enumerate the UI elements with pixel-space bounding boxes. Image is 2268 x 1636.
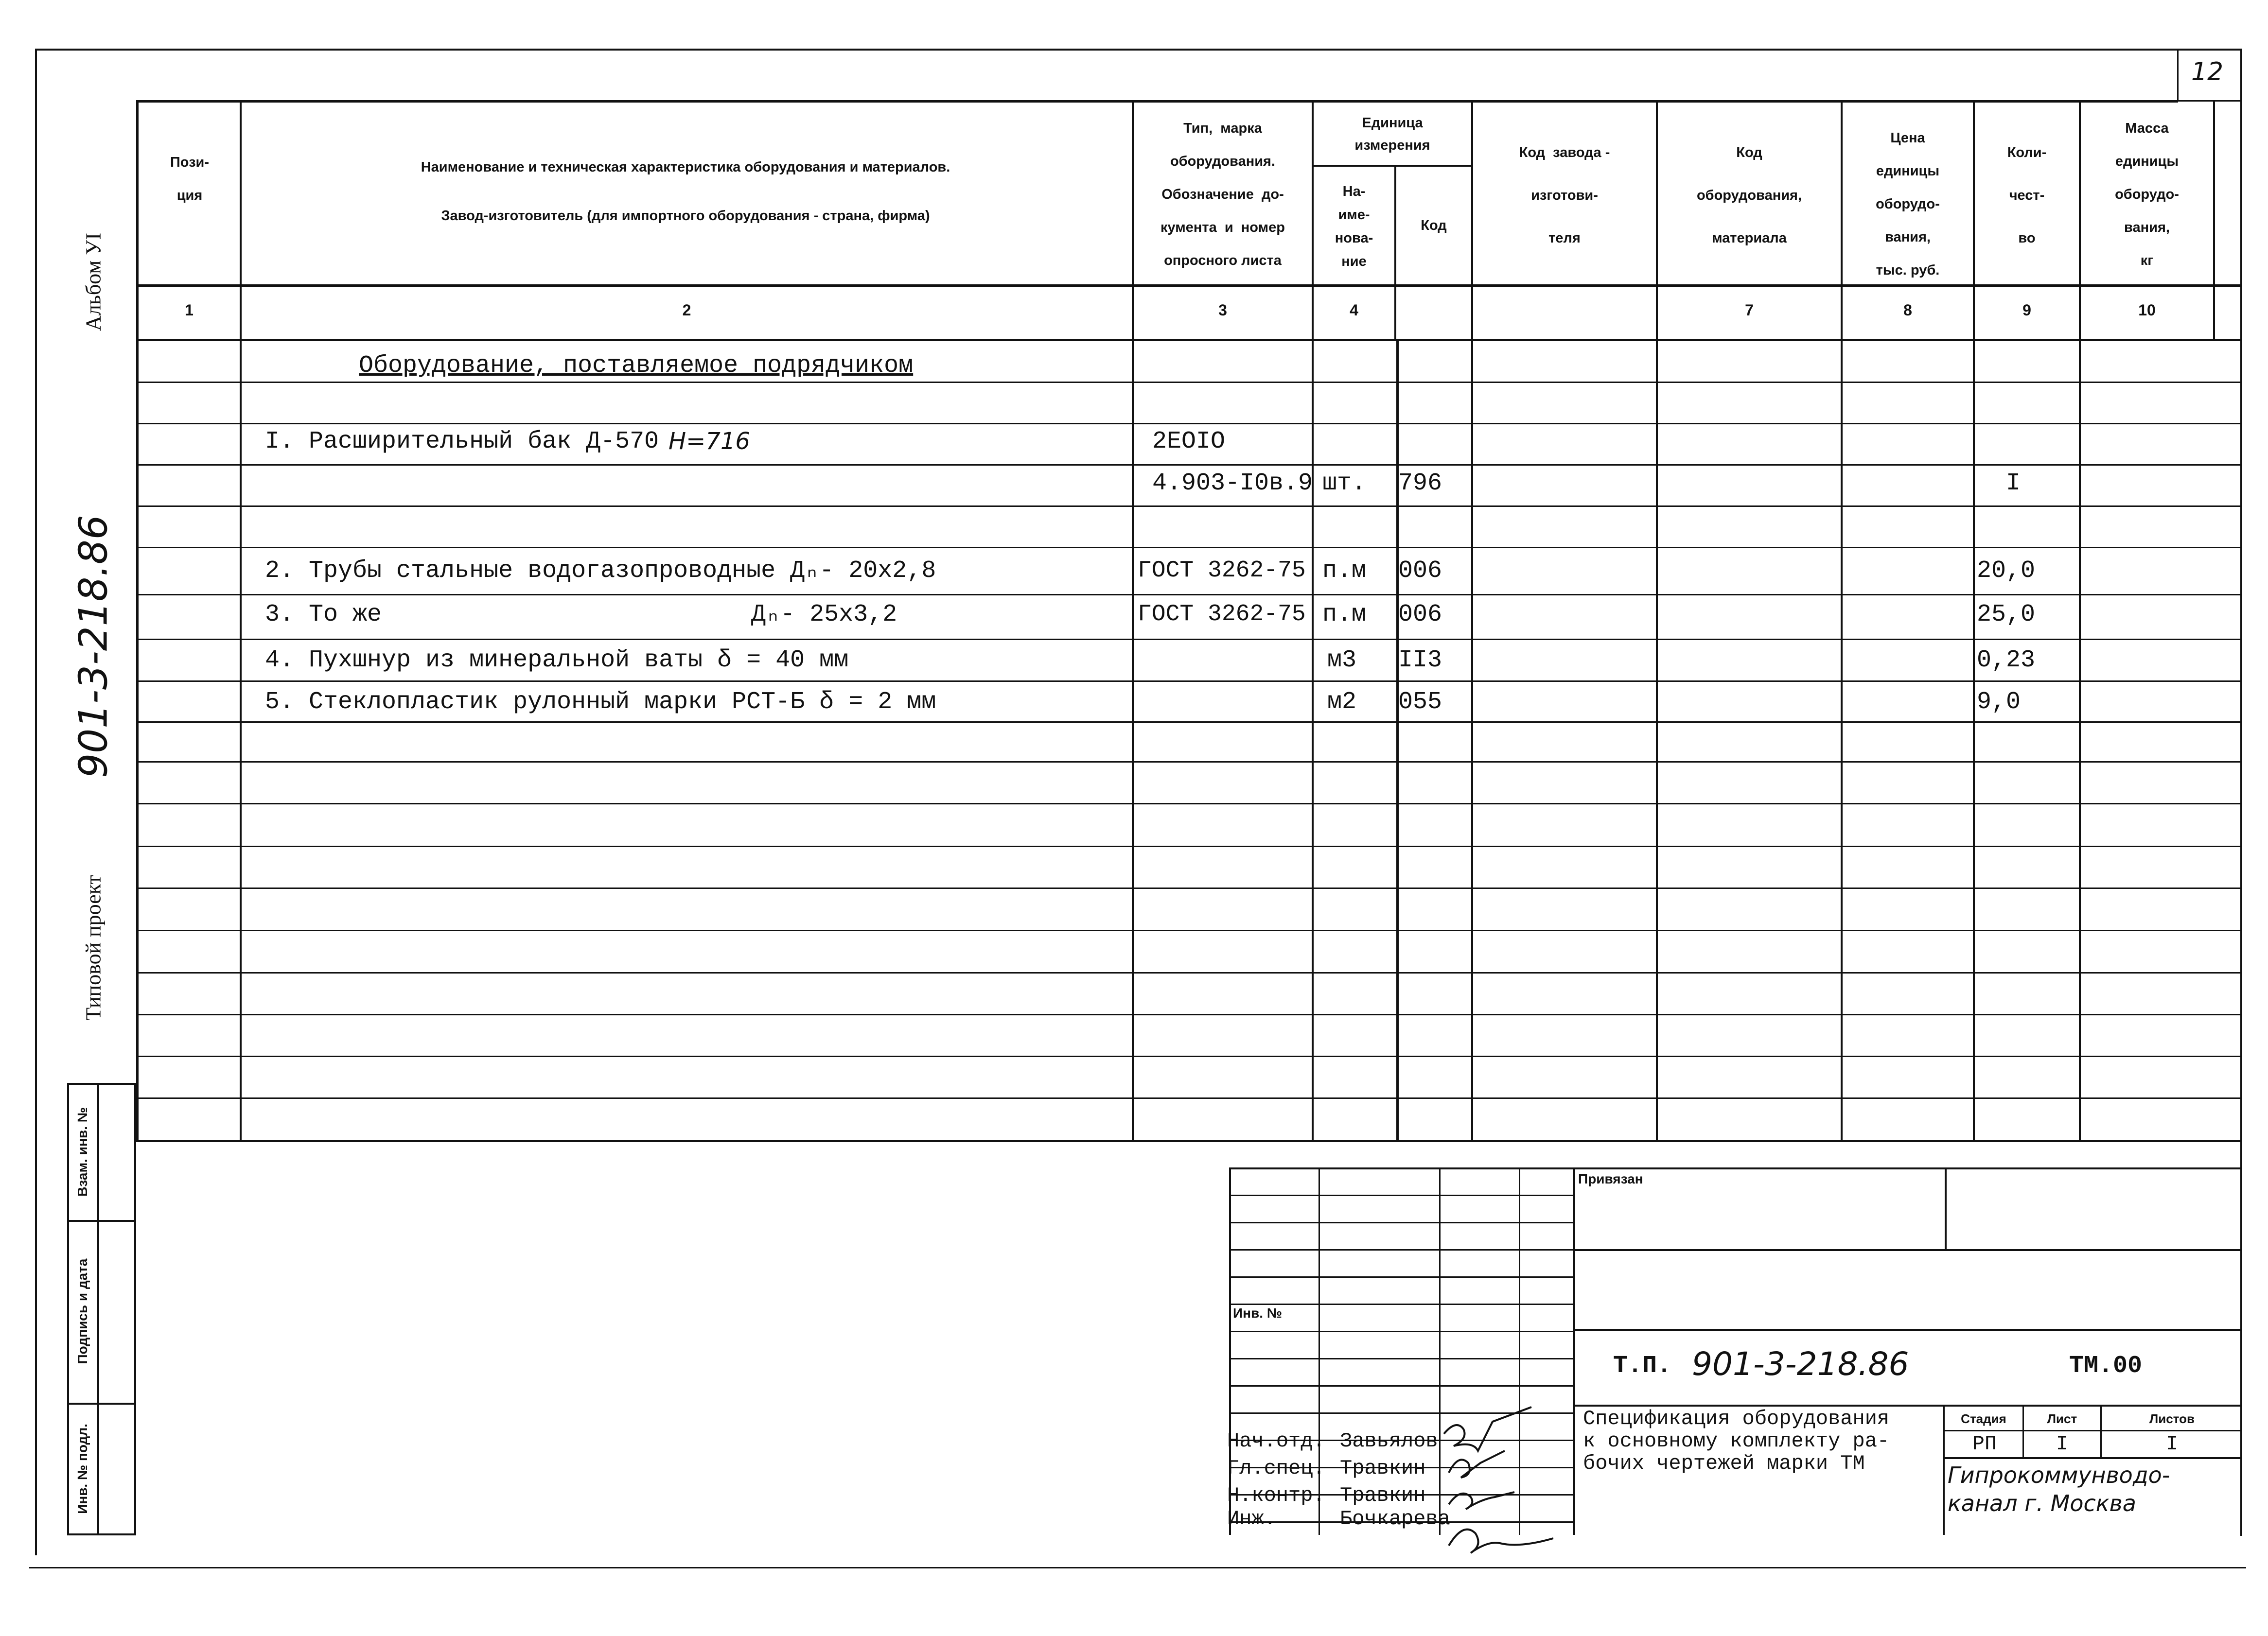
row-3-qty: 25,0 — [1977, 601, 2036, 628]
col-number-2: 2 — [682, 301, 691, 319]
sign-name-1: Завьялов — [1340, 1429, 1438, 1453]
col-number-4: 4 — [1350, 301, 1358, 319]
row-3-unit: п.м — [1322, 601, 1367, 628]
stamp-label-sign-date: Подпись и дата — [75, 1258, 90, 1364]
header-unit-code: Код — [1421, 218, 1447, 233]
row-1-h-note: H=716 — [668, 428, 750, 455]
section-title: Оборудование, поставляемое подрядчиком — [359, 352, 914, 380]
row-5-name: 5. Стеклопластик рулонный марки РСТ-Б δ = 2 мм — [265, 688, 936, 716]
col-number-10: 10 — [2138, 301, 2156, 319]
header-name-line1: Наименование и техническая характеристика оборудования и материалов. — [421, 159, 950, 175]
org-line-1: Гипрокоммунводо- — [1948, 1462, 2170, 1488]
sheets-value: I — [2165, 1432, 2179, 1456]
page-number: 12 — [2191, 57, 2224, 87]
sign-name-3: Травкин — [1340, 1484, 1426, 1507]
row-1-type: 2EOIO — [1152, 428, 1226, 455]
header-type: Тип, марка оборудования. Обозначение до- кумента и номер опросного листа — [1160, 121, 1285, 268]
sheets-label: Листов — [2149, 1411, 2195, 1426]
sign-role-2: Гл.спец. — [1227, 1457, 1325, 1480]
header-name-line2: Завод-изготовитель (для импортного оборудования - страна, фирма) — [441, 208, 930, 224]
stamp-label-replace-inv: Взам. инв. № — [75, 1107, 90, 1197]
row-1b-unit: шт. — [1322, 470, 1367, 497]
row-3-code: 006 — [1398, 601, 1442, 628]
row-1b-code: 796 — [1398, 470, 1442, 497]
stage-value: РП — [1972, 1432, 1997, 1456]
sign-name-4: Бочкарева — [1340, 1507, 1450, 1531]
row-1-name: I. Расширительный бак Д-570 — [265, 428, 659, 455]
description-line-2: к основному комплекту ра- — [1583, 1429, 1890, 1453]
handwritten-signatures — [1429, 1400, 1604, 1565]
sign-name-2: Травкин — [1340, 1457, 1426, 1480]
header-unit: Единица измерения — [1354, 115, 1430, 153]
sign-role-3: Н.контр. — [1227, 1484, 1325, 1507]
stage-label: Стадия — [1961, 1411, 2006, 1426]
stamp-label-inv-orig: Инв. № подл. — [75, 1424, 90, 1514]
side-project-number: 901-3-218.86 — [70, 515, 116, 778]
inv-number-label: Инв. № — [1233, 1305, 1283, 1321]
row-4-code: II3 — [1398, 646, 1442, 674]
row-3-type: ГОСТ 3262-75 — [1138, 601, 1306, 627]
header-maker-code: Код завода - изготови- теля — [1519, 145, 1610, 246]
typical-project-label: Типовой проект — [81, 875, 105, 1021]
description-line-3: бочих чертежей марки ТМ — [1583, 1452, 1865, 1475]
org-line-2: канал г. Москва — [1948, 1490, 2136, 1516]
header-position: Пози- ция — [170, 155, 210, 203]
sheet-value: I — [2056, 1432, 2069, 1456]
col-number-8: 8 — [1903, 301, 1912, 319]
description-line-1: Спецификация оборудования — [1583, 1407, 1890, 1430]
col-number-3: 3 — [1218, 301, 1227, 319]
header-equip-code: Код оборудования, материала — [1696, 145, 1802, 246]
row-2-name: 2. Трубы стальные водогазопроводные Дₙ- 20x2,8 — [265, 557, 936, 585]
header-unit-name: На- име- нова- ние — [1335, 184, 1373, 269]
header-price: Цена единицы оборудо- вания, тыс. руб. — [1876, 130, 1940, 278]
row-5-code: 055 — [1398, 688, 1442, 716]
row-2-unit: п.м — [1322, 557, 1367, 585]
row-4-qty: 0,23 — [1977, 646, 2036, 674]
sign-role-4: Инж. — [1227, 1507, 1276, 1531]
row-2-qty: 20,0 — [1977, 557, 2036, 585]
col-number-7: 7 — [1745, 301, 1754, 319]
row-3-name-right: Дₙ- 25x3,2 — [751, 601, 897, 628]
row-5-unit: м2 — [1327, 688, 1357, 716]
row-2-code: 006 — [1398, 557, 1442, 585]
header-qty: Коли- чест- во — [2007, 145, 2047, 246]
privyazan-label: Привязан — [1578, 1171, 1643, 1186]
doc-code-number: 901-3-218.86 — [1692, 1345, 1909, 1383]
header-mass: Масса единицы оборудо- вания, кг — [2115, 121, 2179, 268]
row-2-type: ГОСТ 3262-75 — [1138, 557, 1306, 584]
row-4-unit: м3 — [1327, 646, 1357, 674]
album-label: Альбом УI — [81, 233, 105, 331]
col-number-9: 9 — [2022, 301, 2031, 319]
col-number-1: 1 — [185, 301, 193, 319]
row-5-qty: 9,0 — [1977, 688, 2021, 716]
sheet-code: ТМ.00 — [2069, 1352, 2143, 1380]
row-1b-qty: I — [2006, 470, 2021, 497]
sheet-label: Лист — [2047, 1411, 2077, 1426]
row-3-name: 3. То же — [265, 601, 382, 628]
row-4-name: 4. Пухшнур из минеральной ваты δ = 40 мм — [265, 646, 849, 674]
row-1b-type: 4.903-I0в.9 — [1152, 470, 1313, 497]
doc-code-prefix: Т.П. — [1613, 1352, 1672, 1380]
sign-role-1: Нач.отд. — [1227, 1429, 1325, 1453]
